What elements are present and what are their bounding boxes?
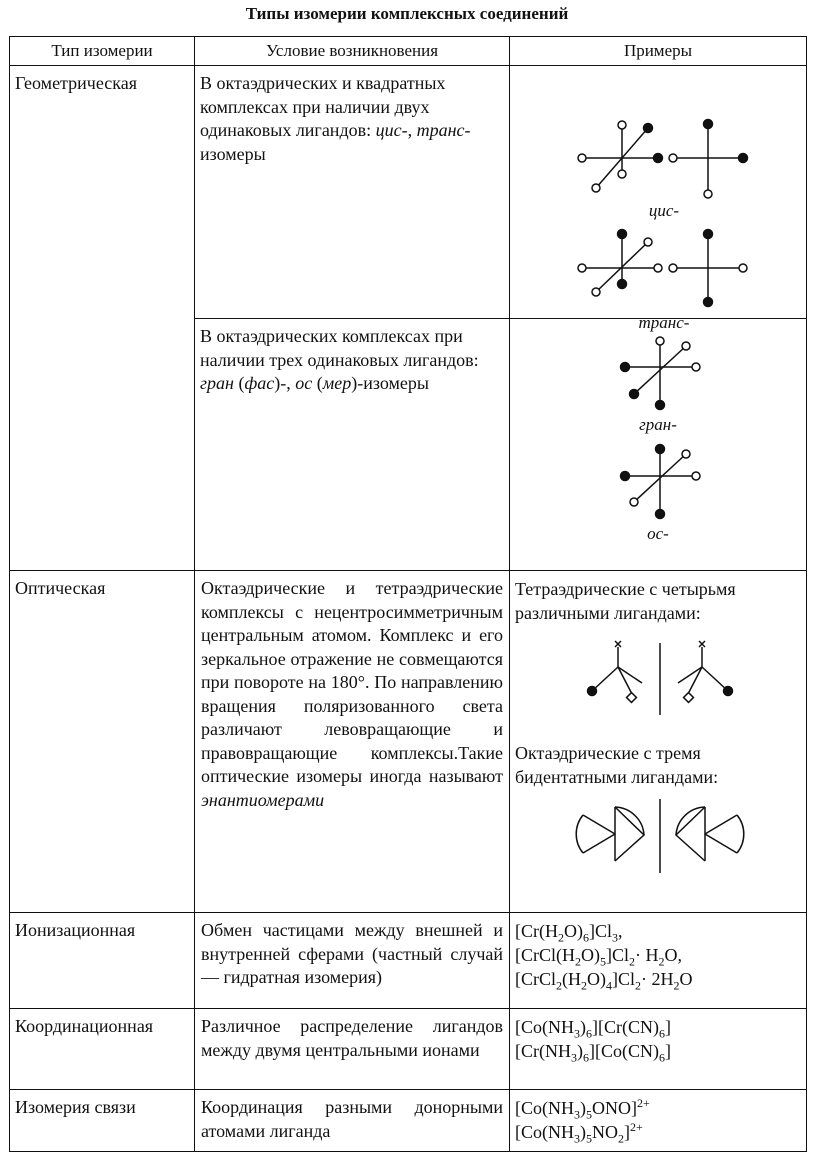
type-cell [10, 913, 195, 1009]
table-row [10, 913, 807, 1009]
label-mer: ос- [647, 524, 669, 543]
table-row [10, 1090, 807, 1152]
type-cell [10, 571, 195, 913]
table-row [10, 1009, 807, 1090]
formula-list [510, 913, 806, 991]
table-row [10, 66, 807, 319]
condition-cell [195, 319, 510, 571]
condition-ionization: Обмен частицами между внешней и внутренней сферами (частный случай — гидратная изомерия) [201, 920, 503, 987]
examples-cell [510, 66, 807, 332]
example-tetrahedral: Тетраэдрические с четырьмя различными лигандами: [515, 579, 736, 623]
examples-cell [510, 571, 807, 913]
type-coordination: Координационная [15, 1016, 154, 1036]
isomerism-table [9, 36, 807, 1152]
page-title: Типы изомерии комплексных соединений [245, 4, 569, 23]
condition-cell [195, 571, 510, 913]
tetrahedral-enantiomers [510, 639, 807, 729]
condition-cell [195, 1009, 510, 1090]
type-cell [10, 1009, 195, 1090]
table-row [10, 571, 807, 913]
formula: $[Co(NH_3)_5ONO]^{2+}$ [515, 1096, 650, 1122]
condition-cell [195, 1090, 510, 1152]
type-cell [10, 1090, 195, 1152]
formula: $[CrCl(H_2O)_5]Cl_2\cdot H_2O$, [515, 945, 683, 969]
type-optical: Оптическая [15, 578, 106, 598]
formula-list [510, 1009, 806, 1063]
examples-cell [510, 1009, 807, 1090]
formula: $[Co(NH_3)_5NO_2]^{2+}$ [515, 1120, 643, 1146]
examples-cell [510, 1090, 807, 1152]
header-type: Тип изомерии [10, 37, 195, 66]
examples-cell [510, 319, 807, 571]
condition-cis-trans: В октаэдрических и квадратных комплексах при наличии двух одинаковых лигандов: цис-, транс-изомеры [200, 73, 471, 164]
formula: $[Co(NH_3)_6][Cr(CN)_6]$ [515, 1017, 671, 1041]
condition-linkage: Координация разными донорными атомами лиганда [201, 1097, 503, 1141]
type-linkage: Изомерия связи [15, 1097, 136, 1117]
condition-coordination: Различное распределение лигандов между двумя центральными ионами [201, 1016, 503, 1060]
examples-cell [510, 913, 807, 1009]
type-ionization: Ионизационная [15, 920, 136, 940]
header-row [10, 37, 807, 66]
header-condition: Условие возникновения [195, 37, 510, 66]
formula-list [510, 1090, 806, 1144]
octahedral-enantiomers [510, 797, 807, 877]
condition-optical: Октаэдрические и тетраэдрические комплексы с нецентросимметричным центральным атомом. Комплекс и его зеркальное отражение не совмещаются при повороте на 180°. По направлению вращения поляризованного света различают левовращающие и правовращающие комплексы.Такие оптические изомеры иногда называют энантиомерами [201, 578, 503, 810]
label-fac: гран- [639, 415, 677, 434]
header-examples: Примеры [510, 37, 807, 66]
type-cell [10, 66, 195, 571]
cis-trans-diagrams [510, 66, 807, 319]
condition-cell [195, 66, 510, 319]
label-cis: цис- [648, 201, 680, 220]
example-octahedral: Октаэдрические с тремя бидентатными лигандами: [515, 743, 719, 787]
formula: $[Cr(NH_3)_6][Co(CN)_6]$ [515, 1041, 671, 1065]
label-trans: транс- [638, 313, 690, 332]
condition-fac-mer: В октаэдрических комплексах при наличии трех одинаковых лигандов: гран (фас)-, ос (мер)-изомеры [200, 326, 479, 393]
type-geometric: Геометрическая [15, 73, 138, 93]
condition-cell [195, 913, 510, 1009]
formula: $[CrCl_2(H_2O)_4]Cl_2\cdot 2H_2O$ [515, 969, 693, 993]
formula: $[Cr(H_2O)_6]Cl_3$, [515, 921, 623, 945]
